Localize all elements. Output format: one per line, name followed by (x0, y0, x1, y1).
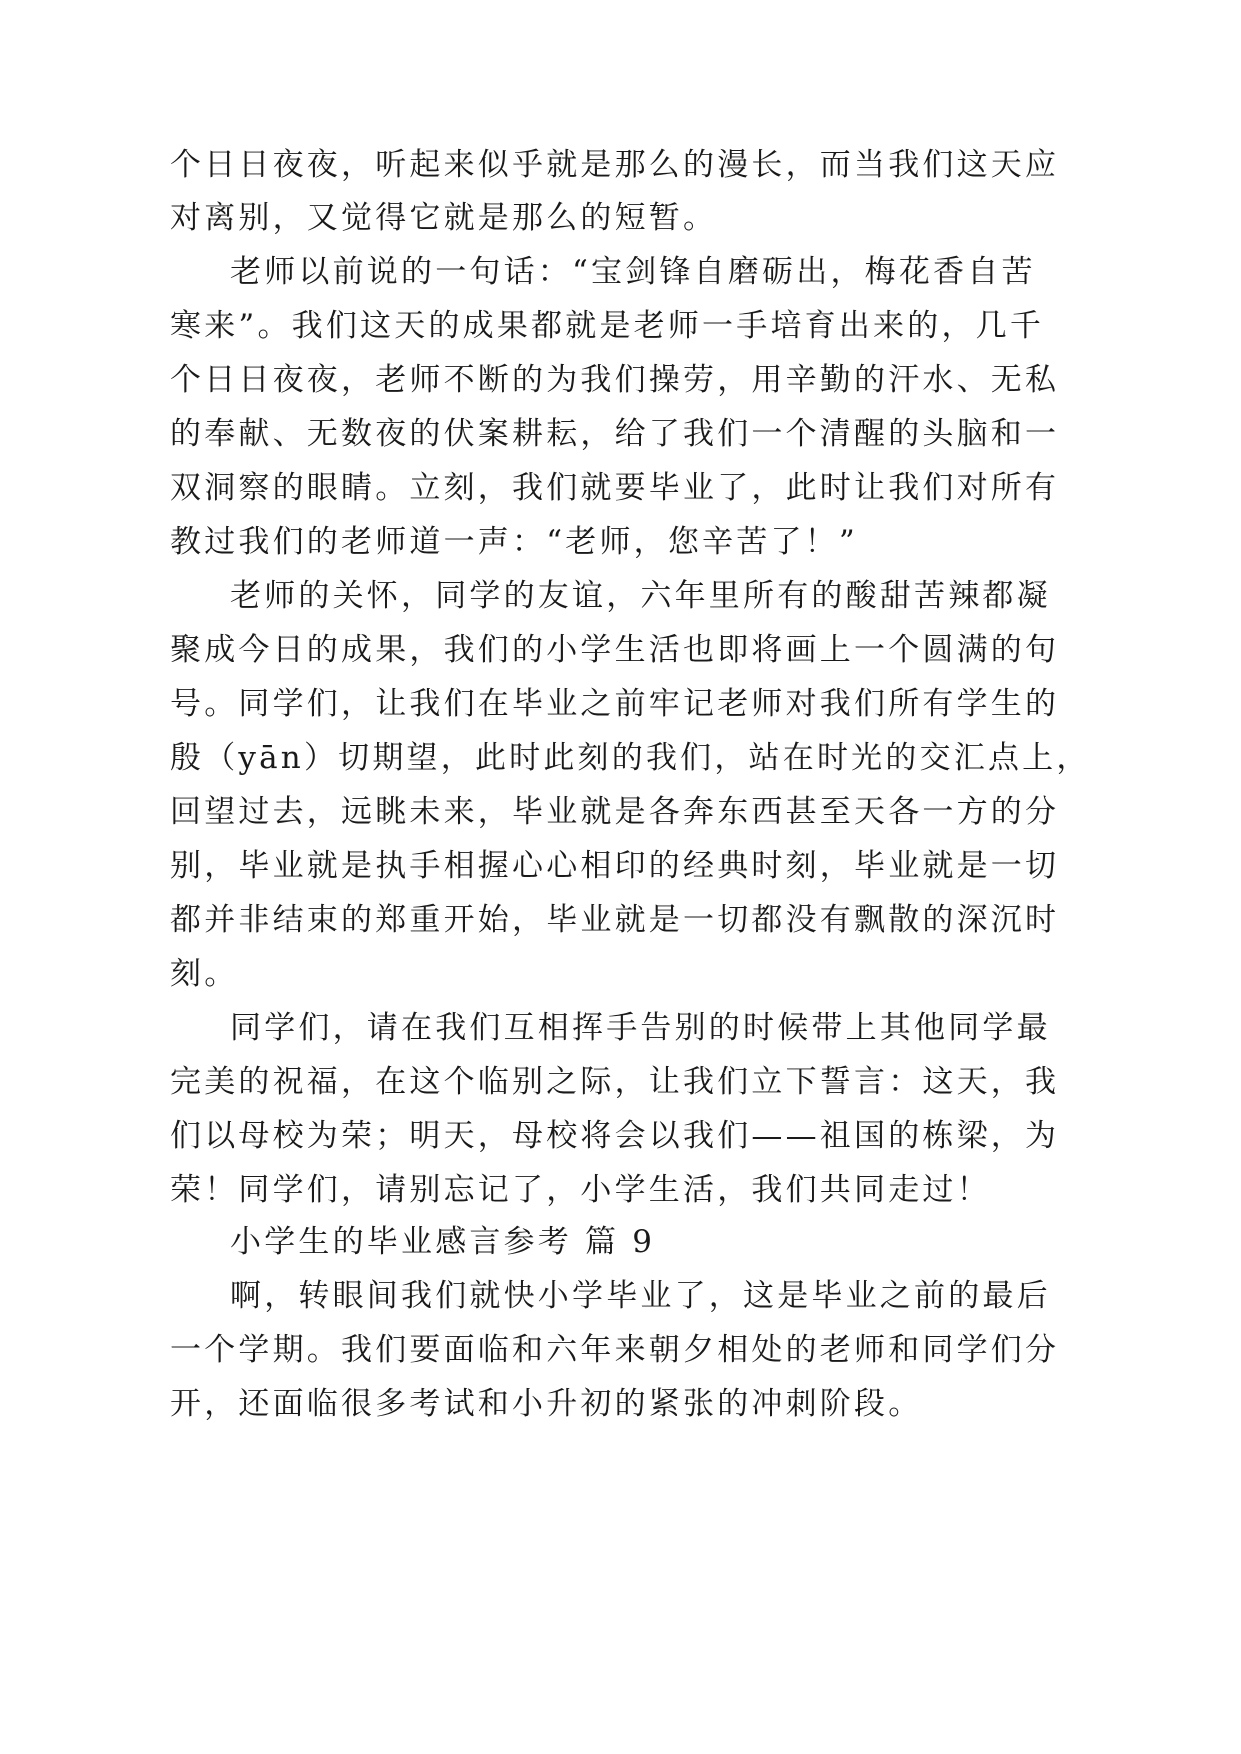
text-line: 别，毕业就是执手相握心心相印的经典时刻，毕业就是一切 (170, 848, 1060, 884)
section-heading: 小学生的毕业感言参考 篇 9 (230, 1224, 656, 1260)
text-line: 教过我们的老师道一声：“老师，您辛苦了！” (170, 524, 858, 560)
text-line: 寒来”。我们这天的成果都就是老师一手培育出来的，几千 (170, 308, 1045, 344)
text-line: 完美的祝福，在这个临别之际，让我们立下誓言：这天，我 (170, 1064, 1060, 1100)
text-line: 回望过去，远眺未来，毕业就是各奔东西甚至天各一方的分 (170, 794, 1060, 830)
text-line: 殷（yān）切期望，此时此刻的我们，站在时光的交汇点上， (170, 740, 1091, 776)
text-line: 号。同学们，让我们在毕业之前牢记老师对我们所有学生的 (170, 686, 1060, 722)
text-line: 个日日夜夜，老师不断的为我们操劳，用辛勤的汗水、无私 (170, 362, 1060, 398)
text-line: 一个学期。我们要面临和六年来朝夕相处的老师和同学们分 (170, 1332, 1060, 1368)
text-line: 都并非结束的郑重开始，毕业就是一切都没有飘散的深沉时 (170, 902, 1060, 938)
text-line: 聚成今日的成果，我们的小学生活也即将画上一个圆满的句 (170, 632, 1060, 668)
text-line: 老师的关怀，同学的友谊，六年里所有的酸甜苦辣都凝 (230, 578, 1051, 614)
text-line: 的奉献、无数夜的伏案耕耘，给了我们一个清醒的头脑和一 (170, 416, 1060, 452)
text-line: 们以母校为荣；明天，母校将会以我们——祖国的栋梁，为 (170, 1118, 1060, 1154)
text-line: 对离别，又觉得它就是那么的短暂。 (170, 200, 718, 236)
text-line: 双洞察的眼睛。立刻，我们就要毕业了，此时让我们对所有 (170, 470, 1060, 506)
text-line: 荣！同学们，请别忘记了，小学生活，我们共同走过！ (170, 1172, 991, 1208)
text-line: 老师以前说的一句话：“宝剑锋自磨砺出，梅花香自苦 (230, 254, 1036, 290)
text-line: 开，还面临很多考试和小升初的紧张的冲刺阶段。 (170, 1386, 923, 1422)
text-line: 啊，转眼间我们就快小学毕业了，这是毕业之前的最后 (230, 1278, 1051, 1314)
text-line: 刻。 (170, 956, 239, 992)
text-line: 同学们，请在我们互相挥手告别的时候带上其他同学最 (230, 1010, 1051, 1046)
text-line: 个日日夜夜，听起来似乎就是那么的漫长，而当我们这天应 (170, 147, 1060, 183)
